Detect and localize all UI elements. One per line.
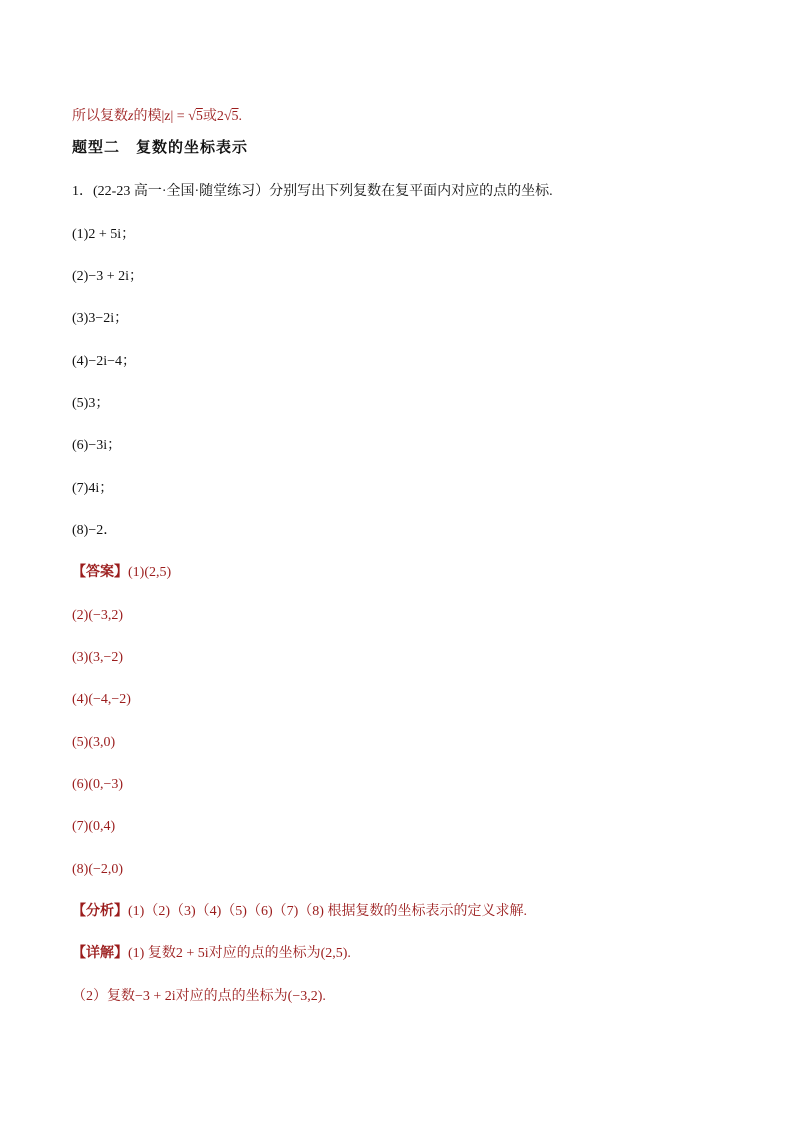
- detail-1-text: (1) 复数2 + 5i对应的点的坐标为(2,5).: [128, 946, 351, 961]
- text-mid: 的模: [133, 109, 162, 124]
- item-7: (7)4i；: [72, 481, 114, 496]
- sqrt-sign-2: 2√: [216, 109, 232, 124]
- detail-1: [72, 945, 351, 963]
- question-text: 1．(22-23 高一·全国·随堂练习）分别写出下列复数在复平面内对应的点的坐标.: [72, 184, 553, 199]
- answer-4: (4)(−4,−2): [72, 692, 131, 707]
- item-5: (5)3；: [72, 396, 110, 411]
- analysis-text: (1)（2)（3)（4)（5)（6)（7)（8) 根据复数的坐标表示的定义求解.: [128, 904, 527, 919]
- var-z: z: [128, 109, 134, 124]
- answer-1: [72, 564, 171, 582]
- section-heading: 题型二 复数的坐标表示: [72, 140, 249, 156]
- answer-6: (6)(0,−3): [72, 777, 124, 792]
- analysis-label: 【分析】: [72, 904, 128, 919]
- item-2: (2)−3 + 2i；: [72, 269, 144, 284]
- analysis: [72, 903, 527, 921]
- answer-5: (5)(3,0): [72, 735, 116, 750]
- answer-1-value: (1)(2,5): [128, 565, 172, 580]
- detail-label: 【详解】: [72, 946, 128, 961]
- sqrt-value-1: 5: [195, 109, 203, 124]
- item-8: (8)−2．: [72, 523, 118, 538]
- sqrt-sign-1: √: [188, 109, 196, 124]
- answer-7: (7)(0,4): [72, 819, 116, 834]
- text-prefix: 所以复数: [72, 109, 128, 124]
- detail-2: （2）复数−3 + 2i对应的点的坐标为(−3,2).: [72, 989, 326, 1004]
- modulus-conclusion: [72, 108, 242, 126]
- answer-8: (8)(−2,0): [72, 862, 124, 877]
- item-4: (4)−2i−4；: [72, 354, 137, 369]
- answer-label: 【答案】: [72, 565, 128, 580]
- text-or: 或: [202, 109, 217, 124]
- answer-3: (3)(3,−2): [72, 650, 124, 665]
- item-6: (6)−3i；: [72, 438, 122, 453]
- sqrt-value-2: 5: [231, 109, 239, 124]
- item-1: (1)2 + 5i；: [72, 227, 136, 242]
- text-end: .: [238, 109, 243, 124]
- item-3: (3)3−2i；: [72, 311, 129, 326]
- abs-expr: |z| =: [161, 109, 189, 124]
- answer-2: (2)(−3,2): [72, 608, 124, 623]
